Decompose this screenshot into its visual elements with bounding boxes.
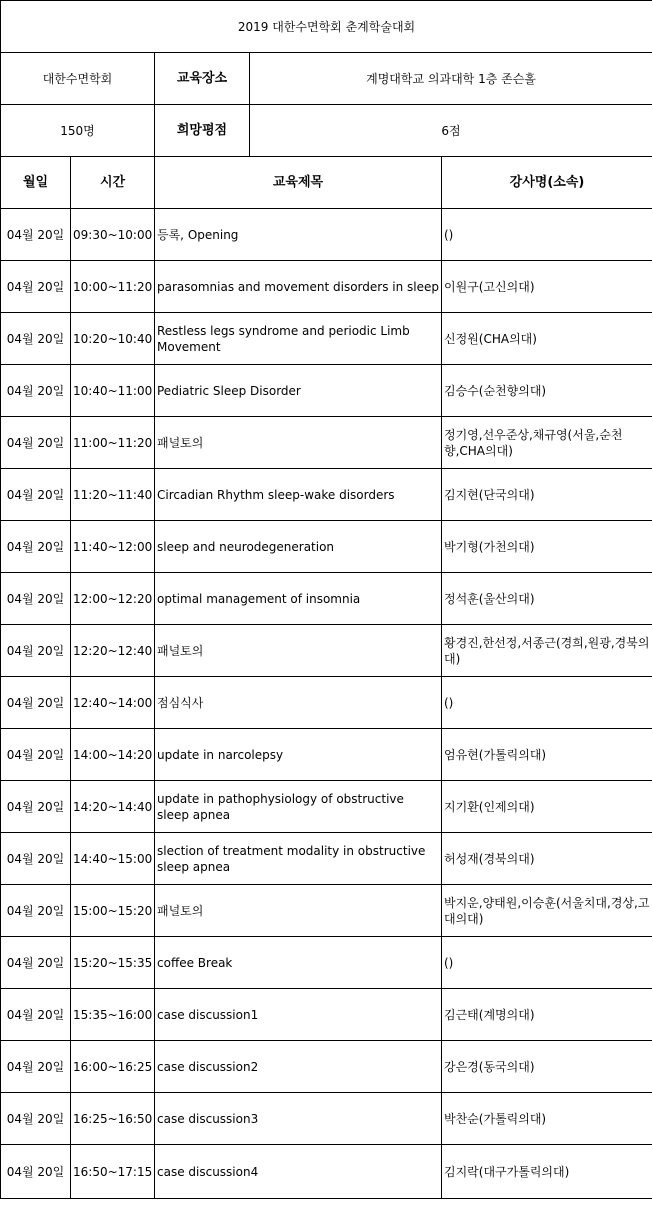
subject-cell: slection of treatment modality in obstructive sleep apnea	[155, 833, 442, 885]
header-time: 시간	[71, 157, 155, 209]
lecturer-cell: ()	[442, 677, 652, 729]
subject-cell: parasomnias and movement disorders in sleep	[155, 261, 442, 313]
time-cell: 11:40~12:00	[71, 521, 155, 573]
lecturer-cell: 김지현(단국의대)	[442, 469, 652, 521]
subject-cell: Circadian Rhythm sleep-wake disorders	[155, 469, 442, 521]
lecturer-cell: 강은경(동국의대)	[442, 1041, 652, 1093]
subject-cell: 패널토의	[155, 885, 442, 937]
lecturer-cell: ()	[442, 937, 652, 989]
date-cell: 04월 20일	[1, 885, 71, 937]
credit-value: 6점	[250, 105, 652, 157]
time-cell: 10:40~11:00	[71, 365, 155, 417]
table-row	[1, 781, 652, 833]
subject-cell: 점심식사	[155, 677, 442, 729]
date-cell: 04월 20일	[1, 937, 71, 989]
table-row	[1, 677, 652, 729]
lecturer-cell: 정기영,선우준상,채규영(서울,순천향,CHA의대)	[442, 417, 652, 469]
date-cell: 04월 20일	[1, 1145, 71, 1199]
time-cell: 12:00~12:20	[71, 573, 155, 625]
subject-cell: coffee Break	[155, 937, 442, 989]
table-row	[1, 521, 652, 573]
subject-cell: update in pathophysiology of obstructive sleep apnea	[155, 781, 442, 833]
table-row	[1, 209, 652, 261]
table-row	[1, 469, 652, 521]
date-cell: 04월 20일	[1, 573, 71, 625]
date-cell: 04월 20일	[1, 313, 71, 365]
table-row	[1, 885, 652, 937]
lecturer-cell: 지기환(인제의대)	[442, 781, 652, 833]
time-cell: 14:20~14:40	[71, 781, 155, 833]
lecturer-cell: 김지락(대구가톨릭의대)	[442, 1145, 652, 1199]
header-subject: 교육제목	[155, 157, 442, 209]
table-row	[1, 729, 652, 781]
subject-cell: 패널토의	[155, 625, 442, 677]
lecturer-cell: 허성재(경북의대)	[442, 833, 652, 885]
header-date: 월일	[1, 157, 71, 209]
subject-cell: case discussion1	[155, 989, 442, 1041]
date-cell: 04월 20일	[1, 417, 71, 469]
time-cell: 10:00~11:20	[71, 261, 155, 313]
subject-cell: case discussion2	[155, 1041, 442, 1093]
time-cell: 16:00~16:25	[71, 1041, 155, 1093]
place-row	[1, 53, 652, 105]
date-cell: 04월 20일	[1, 625, 71, 677]
time-cell: 11:20~11:40	[71, 469, 155, 521]
table-row	[1, 1041, 652, 1093]
time-cell: 14:40~15:00	[71, 833, 155, 885]
subject-cell: optimal management of insomnia	[155, 573, 442, 625]
date-cell: 04월 20일	[1, 833, 71, 885]
date-cell: 04월 20일	[1, 1093, 71, 1145]
time-cell: 16:25~16:50	[71, 1093, 155, 1145]
subject-cell: sleep and neurodegeneration	[155, 521, 442, 573]
time-cell: 15:20~15:35	[71, 937, 155, 989]
lecturer-cell: 박지운,양태원,이승훈(서울치대,경상,고대의대)	[442, 885, 652, 937]
lecturer-cell: 김근태(계명의대)	[442, 989, 652, 1041]
lecturer-cell: 정석훈(울산의대)	[442, 573, 652, 625]
time-cell: 10:20~10:40	[71, 313, 155, 365]
lecturer-cell: 이원구(고신의대)	[442, 261, 652, 313]
table-row	[1, 417, 652, 469]
table-row	[1, 833, 652, 885]
place-value: 계명대학교 의과대학 1층 존슨홀	[250, 53, 652, 105]
date-cell: 04월 20일	[1, 781, 71, 833]
credit-row	[1, 105, 652, 157]
lecturer-cell: 박기형(가천의대)	[442, 521, 652, 573]
date-cell: 04월 20일	[1, 729, 71, 781]
date-cell: 04월 20일	[1, 261, 71, 313]
time-cell: 12:20~12:40	[71, 625, 155, 677]
date-cell: 04월 20일	[1, 521, 71, 573]
table-row	[1, 989, 652, 1041]
page-title: 2019 대한수면학회 춘계학술대회	[1, 1, 652, 53]
date-cell: 04월 20일	[1, 209, 71, 261]
subject-cell: Restless legs syndrome and periodic Limb Movement	[155, 313, 442, 365]
time-cell: 11:00~11:20	[71, 417, 155, 469]
table-row	[1, 1145, 652, 1199]
place-label: 교육장소	[155, 53, 250, 105]
date-cell: 04월 20일	[1, 1041, 71, 1093]
time-cell: 09:30~10:00	[71, 209, 155, 261]
lecturer-cell: ()	[442, 209, 652, 261]
organizer-cell: 대한수면학회	[1, 53, 155, 105]
lecturer-cell: 김승수(순천향의대)	[442, 365, 652, 417]
time-cell: 14:00~14:20	[71, 729, 155, 781]
subject-cell: 등록, Opening	[155, 209, 442, 261]
subject-cell: update in narcolepsy	[155, 729, 442, 781]
title-row	[1, 1, 652, 53]
table-row	[1, 1093, 652, 1145]
table-row	[1, 937, 652, 989]
table-row	[1, 573, 652, 625]
capacity-cell: 150명	[1, 105, 155, 157]
table-row	[1, 365, 652, 417]
table-row	[1, 261, 652, 313]
time-cell: 15:35~16:00	[71, 989, 155, 1041]
table-row	[1, 313, 652, 365]
time-cell: 16:50~17:15	[71, 1145, 155, 1199]
date-cell: 04월 20일	[1, 469, 71, 521]
date-cell: 04월 20일	[1, 989, 71, 1041]
lecturer-cell: 신정원(CHA의대)	[442, 313, 652, 365]
time-cell: 15:00~15:20	[71, 885, 155, 937]
time-cell: 12:40~14:00	[71, 677, 155, 729]
subject-cell: Pediatric Sleep Disorder	[155, 365, 442, 417]
subject-cell: 패널토의	[155, 417, 442, 469]
lecturer-cell: 황경진,한선정,서종근(경희,원광,경북의대)	[442, 625, 652, 677]
header-row	[1, 157, 652, 209]
subject-cell: case discussion4	[155, 1145, 442, 1199]
header-lecturer: 강사명(소속)	[442, 157, 652, 209]
date-cell: 04월 20일	[1, 677, 71, 729]
credit-label: 희망평점	[155, 105, 250, 157]
subject-cell: case discussion3	[155, 1093, 442, 1145]
date-cell: 04월 20일	[1, 365, 71, 417]
table-row	[1, 625, 652, 677]
lecturer-cell: 박찬순(가톨릭의대)	[442, 1093, 652, 1145]
lecturer-cell: 엄유현(가톨릭의대)	[442, 729, 652, 781]
